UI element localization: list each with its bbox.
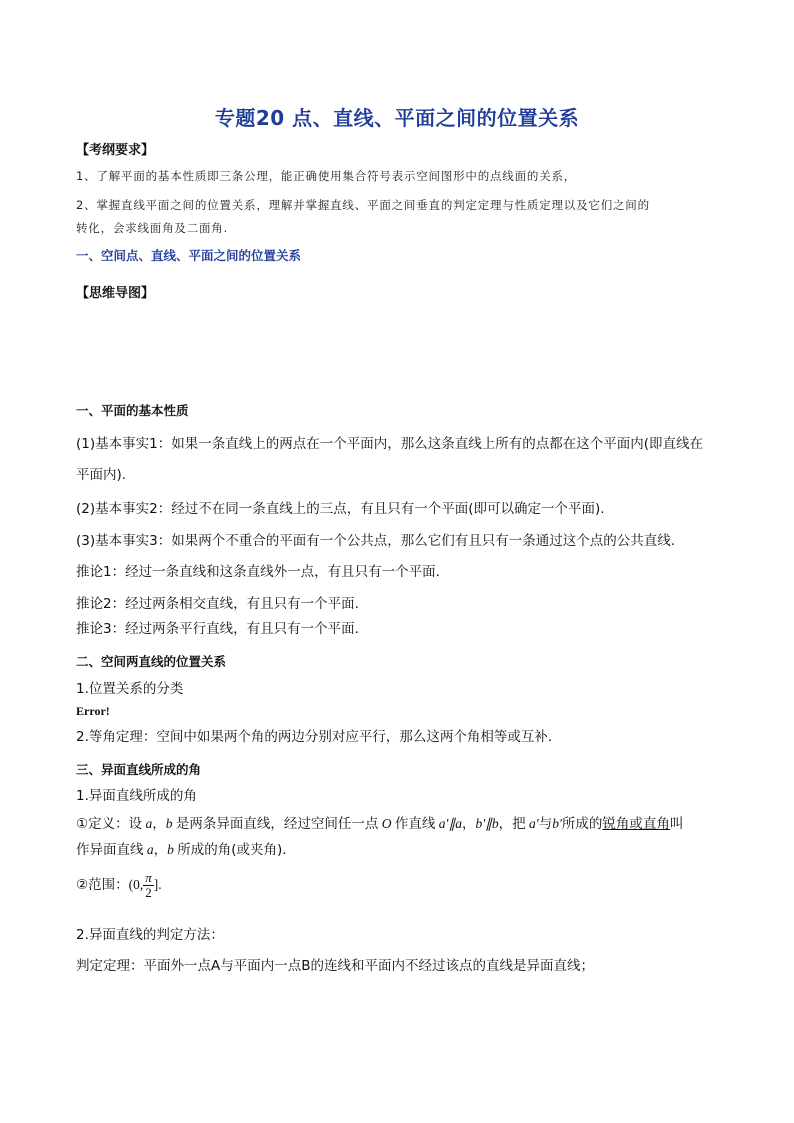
syllabus-item-2-line-1: 2、掌握直线平面之间的位置关系，理解并掌握直线、平面之间垂直的判定定理与性质定理以及它们之间的 — [76, 198, 650, 212]
part3-title: 三、异面直线所成的角 — [76, 762, 202, 777]
part2-sub2: 2.等角定理：空间中如果两个角的两边分别对应平行，那么这两个角相等或互补. — [76, 729, 553, 745]
section-one-title: 一、空间点、直线、平面之间的位置关系 — [76, 248, 302, 263]
fact1-line2: 平面内). — [76, 467, 127, 483]
pi-over-two-fraction: $\frac{\pi}{2}$ — [145, 869, 152, 900]
range-line: ②范围：(0, $\frac{\pi}{2}$ ]. — [76, 869, 162, 900]
syllabus-heading: 【考纲要求】 — [76, 143, 155, 158]
corollary3: 推论3：经过两条平行直线，有且只有一个平面. — [76, 621, 359, 637]
part2-title: 二、空间两直线的位置关系 — [76, 654, 227, 669]
corollary1: 推论1：经过一条直线和这条直线外一点，有且只有一个平面. — [76, 564, 440, 580]
part3-sub1: 1.异面直线所成的角 — [76, 788, 197, 804]
part3-sub2: 2.异面直线的判定方法： — [76, 927, 224, 943]
acute-or-right-angle: 锐角或直角 — [602, 816, 670, 832]
corollary2: 推论2：经过两条相交直线，有且只有一个平面. — [76, 596, 359, 612]
part1-title: 一、平面的基本性质 — [76, 403, 189, 418]
part2-sub1: 1.位置关系的分类 — [76, 681, 184, 697]
mindmap-heading: 【思维导图】 — [76, 286, 155, 301]
fact3: (3)基本事实3：如果两个不重合的平面有一个公共点，那么它们有且只有一条通过这个点的公共直线. — [76, 533, 676, 549]
syllabus-item-1: 1、了解平面的基本性质即三条公理，能正确使用集合符号表示空间图形中的点线面的关系， — [76, 169, 577, 183]
fact1-line1: (1)基本事实1：如果一条直线上的两点在一个平面内，那么这条直线上所有的点都在这个平面内(即直线在 — [76, 436, 703, 452]
fact2: (2)基本事实2：经过不在同一条直线上的三点，有且只有一个平面(即可以确定一个平面). — [76, 501, 605, 517]
error-text: Error! — [76, 704, 110, 718]
definition-line1: ①定义：设 a，b 是两条异面直线，经过空间任一点 O 作直线 a′∥a，b′∥b，把 a′与b′所成的锐角或直角叫 — [76, 816, 684, 832]
page-title: 专题20 点、直线、平面之间的位置关系 — [214, 106, 580, 130]
syllabus-item-2-line-2: 转化，会求线面角及二面角. — [76, 221, 229, 235]
determination-theorem: 判定定理：平面外一点A与平面内一点B的连线和平面内不经过该点的直线是异面直线； — [76, 958, 594, 974]
definition-line2: 作异面直线 a，b 所成的角(或夹角). — [76, 842, 287, 858]
